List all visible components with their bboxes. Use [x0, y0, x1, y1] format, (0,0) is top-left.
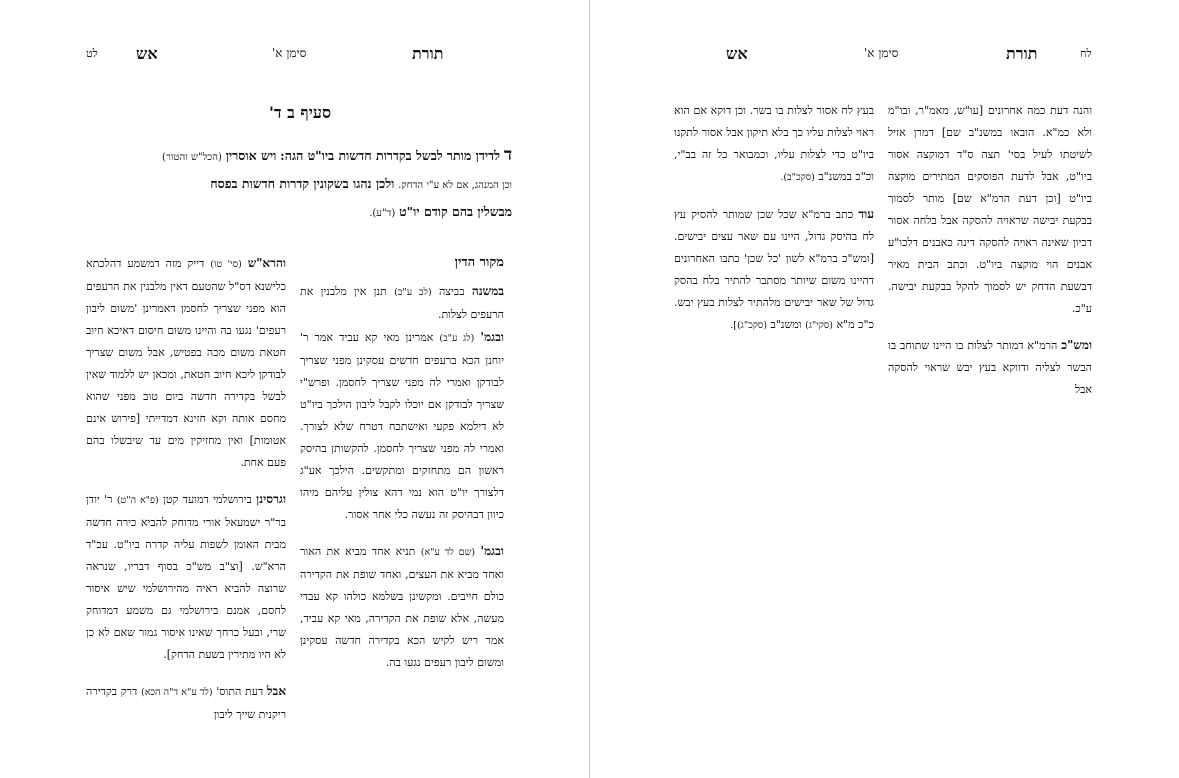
seif-title: סעיף ב ד': [268, 103, 332, 122]
left-page: [0, 0, 589, 778]
main-line1-b: ויש אוסרין: [225, 148, 277, 163]
paragraph-gemara-1: ובגמ' (לג ע"ב) אמרינן מאי קא עביד אמר ר' יוחנן הכא ברעפים חדשים עסקינן מפני שצריך לבודקן ואמרי לה מפני שצריך לחסמן. ופרש"י שצריך לבודקן אם יוכלו לקבל ליבון הילכך ביו"ט לא דילמא פקעי ואישתכח דטרח שלא לצורך. ואמרי לה מפני שצריך לחסמן. להקשותן בהיסק ראשון הם מתחזקים ומתקשים. הילכך אע"ג דלצורך יו"ט הוא נמי דהא צולין עליהם מיהו כיוון דבהיסק זה נעשה כלי אחר אסור.: [300, 330, 504, 521]
main-line1-c: (הכל"ש והטור): [162, 152, 222, 163]
paragraph-rosh: והרא"ש (סי' טו) דייק מזה דמשמע דהלכתא כלישנא דס"ל שהטעם דאין מלבנין את הרעפים הוא מפני שצריך לחסמן דאמרינן 'משום ליבון רעפים' נגעו בה והיינו משום חיסום דאיכא חיוב חטאת משום מכה בפטיש, אבל משום שצריך לבודקן ליכא חיוב חטאת, ומכאן יש ללמוד שאין לבשל בקדירה חדשה ביום טוב מפני שהוא מחסם אותה וקא חזינא דמדייתי [פירוש אינם אטומות] ואין מחזיקין מים עד שיבשלו בהם פעם אחת.: [86, 256, 287, 469]
paragraph-wet-wood: בעץ לח אסור לצלות בו בשר. וכן דוקא אם הוא ראוי לצלות עליו כך בלא תיקון אבל אסור לתקנו ביו"ט כדי לצלות עליו, וכמבואר כל זה בב"י, וכ"כ במשנ"ב (סקכ"ב).: [674, 104, 874, 183]
running-head-siman: סימן א': [864, 46, 899, 60]
right-page-left-column: [674, 100, 874, 337]
right-page: [590, 0, 1179, 778]
main-line2-a: וכן המנהג, אם לא ע"י הדחק.: [398, 180, 512, 191]
paragraph-mishna: במשנה בביצה (לב ע"ב) תנן אין מלבנין את הרעפים לצלות.: [300, 284, 505, 321]
main-line2-b: ולכן נהגו בשקונין קדרות חדשות בפסח: [210, 176, 395, 191]
main-line3-a: מבשלין בהם קודם יו"ט: [399, 204, 512, 219]
main-shulchan-aruch-text: [70, 142, 512, 227]
running-head-esh: אש: [726, 44, 748, 63]
main-line1-a: לדידן מותר לבשל בקדרות חדשות ביו"ט הגה:: [280, 148, 500, 163]
paragraph-yerushalmi: וגרסינן בירושלמי דמועד קטן (פ"א ה"ט) ר' יודן בר"ר ישמעאל אורי מדוחק להביא כירה חדשה מבית האומן לשפות עליה קדרה ביו"ט. עכ"ד הרא"ש. [וצ"ב מש"כ בסוף דבריו, שנראה שרוצה להביא ראיה מהירושלמי שיש איסור לחסם, אמנם בירושלמי גם משמע דמדוחק שרי, ובעל כרחך שאינו איסור גמור שאם לא כן לא היו מתירין בשעת הדחק].: [86, 492, 287, 661]
left-page-right-column: [300, 252, 504, 674]
page-number: לט: [86, 47, 98, 60]
paragraph-tosafot: אבל דעת התוס' (לד ע"א ד"ה הכא) דרק בקדירה ריקנית שייך ליבון: [86, 684, 287, 721]
paragraph-rema: ומש"כ הרמ"א דמותר לצלות בו היינו שתוחב בו הבשר לצליה ודווקא בעץ יבש שראוי להסקה אבל: [888, 338, 1093, 396]
dropcap-letter: ד: [503, 145, 512, 165]
section-heading-source: מקור הדין: [454, 255, 504, 270]
running-head-torat: תורת: [412, 44, 444, 63]
paragraph-od: עוד כתב ברמ"א שכל שכן שמותר להסיק עץ לח בהיסק גדול, היינו עם שאר עצים יבישים. [ומש"כ ברמ"א לשון 'כל שכן' כתבו האחרונים דהיינו משום שיותר מסתבר להתיר בלח בהסק גדול של שאר יבישים מלהתיר לצלות בעץ יבש. כ"כ מ"א (סקי"ג) ומשנ"ב (סקכ"ג)].: [674, 207, 874, 331]
running-head-torat: תורת: [1006, 44, 1038, 63]
paragraph-acharonim: והנה דעת כמה אחרונים [עו"ש, מאמ"ר, ובו"מ ולא כמ"א. הובאו במשנ"ב שם] דמרן אזיל לשיטתו לעיל בסי' תצה ס"ד דמוקצה אסור ביו"ט, אבל לדעת הפוסקים המתירים מוקצה ביו"ט [וכן דעת הרמ"א שם] מותר לסמוך בבקעת יבישה שראויה להסקה אבל בלחה אסור דכיון שאינה ראויה להסקה דינה כאבנים דלכו"ע אבנים הוי מוקצה ביו"ט. וכתב הבית מאיר דבשעת הדחק יש לסמוך להקל בבקעת יבישה. ע"כ.: [888, 104, 1093, 315]
running-head-esh: אש: [136, 44, 158, 63]
running-head-siman: סימן א': [272, 46, 307, 60]
right-page-right-column: [888, 100, 1092, 401]
paragraph-gemara-2: ובגמ' (שם לד ע"א) תניא אחד מביא את האור ואחד מביא את העצים, ואחד שופת את הקדירה כולם חייבים. ומקשינן בשלמא כולהו קא עבדי מעשה, אלא שופת את הקדירה, מאי קא עביד, אמר ריש לקיש הכא בקדירה חדשה עסקינן ומשום ליבון רעפים נגעו בה.: [300, 544, 504, 669]
page-number: לח: [1080, 47, 1092, 60]
main-line3-b: (ד"ע).: [369, 208, 396, 219]
left-page-left-column: [86, 252, 286, 726]
